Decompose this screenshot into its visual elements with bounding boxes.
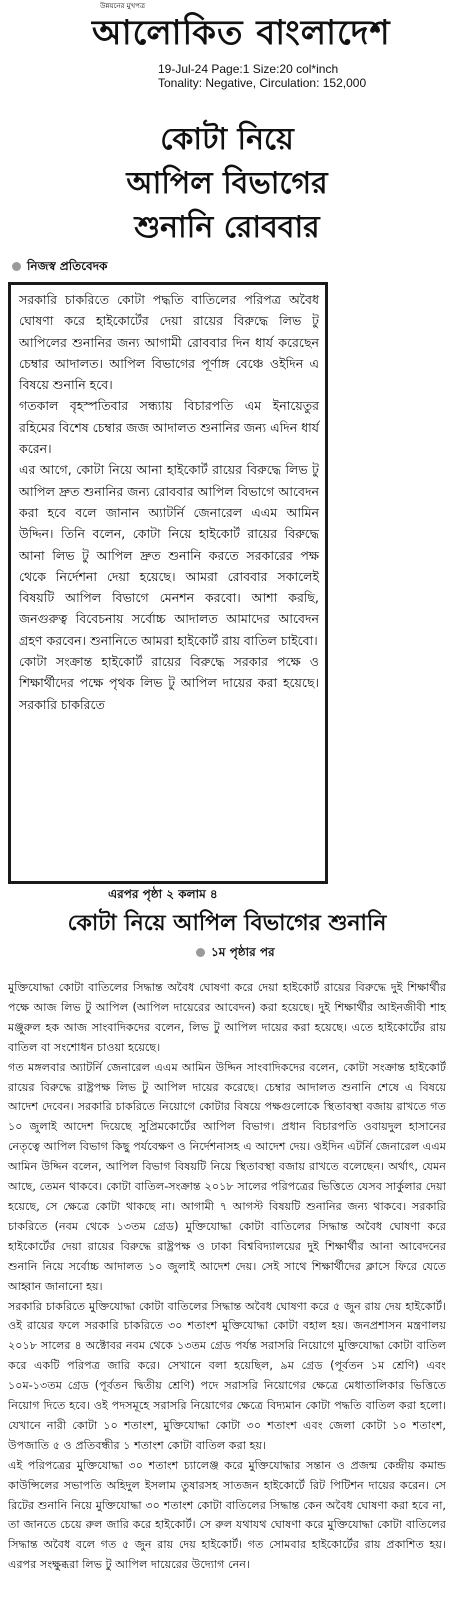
headline-line: শুনানি রোববার [134, 210, 320, 245]
article-headline [0, 118, 454, 250]
article-paragraph: গতকাল বৃহস্পতিবার সন্ধ্যায় বিচারপতি এম ইনায়েতুর রহিমের বিশেষ চেম্বার জজ আদালত শুনানির জন্য এদিন ধার্য করেন। [19, 398, 319, 457]
article-body-box [8, 282, 328, 884]
continuation-paragraph: গত মঙ্গলবার অ্যাটর্নি জেনারেল এএম আমিন উদ্দিন সাংবাদিকদের বলেন, কোটা সংক্রান্ত হাইকোর্ট রায়ের বিরুদ্ধে রাষ্ট্রপক্ষ লিভ টু আপিল দায়ের করেছে। চেম্বার আদালত শুনানি শেষে এ বিষয়ে আদেশ দেবেন। সরকারি চাকরিতে নিয়োগে কোটার বিষয়ে পক্ষগুলোকে স্থিতাবস্থা বজায় রাখতে গত ১০ জুলাই আদেশ দিয়েছে সুপ্রিমকোর্টের আপিল বিভাগ। প্রধান বিচারপতি ওবায়দুল হাসানের নেতৃত্বে আপিল বিভাগ কিছু পর্যবেক্ষণ ও নির্দেশনাসহ এ আদেশ দেয়। ওইদিন এটর্নি জেনারেল এএম আমিন উদ্দিন বলেন, আপিল বিভাগ বিষয়টি নিয়ে স্থিতাবস্থা বজায় রাখতে বলেছেন। অর্থাৎ, যেমন আছে, তেমন থাকবে। কোটা বাতিল-সংক্রান্ত ২০১৮ সালের পরিপত্রের ভিত্তিতে যেসব সার্কুলার দেয়া হয়েছে, সে ক্ষেত্রে কোটা থাকছে না। আগামী ৭ আগস্ট বিষয়টি শুনানির জন্য থাকবে। সরকারি চাকরিতে (নবম থেকে ১৩তম গ্রেড) মুক্তিযোদ্ধা কোটা বাতিলের সিদ্ধান্ত অবৈধ ঘোষণা করে হাইকোর্টের দেয়া রায়ের বিরুদ্ধে রাষ্ট্রপক্ষ ও ঢাকা বিশ্ববিদ্যালয়ের দুই শিক্ষার্থীর আনা আবেদনের শুনানি নিয়ে সর্বোচ্চ আদালত ১০ জুলাই আদেশ দেয়। সেই সাথে শিক্ষার্থীদের ক্লাসে ফিরে যেতে আহ্বান জানানো হয়। [8, 1060, 446, 1293]
article-paragraph: কোটা সংক্রান্ত হাইকোর্ট রায়ের বিরুদ্ধে সরকার পক্ষে ও শিক্ষার্থীদের পক্ষে পৃথক লিভ টু আপিল দায়ের করা হয়েছে। সরকারি চাকরিতে [19, 654, 319, 712]
continuation-paragraph: সরকারি চাকরিতে মুক্তিযোদ্ধা কোটা বাতিলের সিদ্ধান্ত অবৈধ ঘোষণা করে ৫ জুন রায় দেয় হাইকোর্ট। ওই রায়ের ফলে সরকারি চাকরিতে ৩০ শতাংশ মুক্তিযোদ্ধা কোটা বহাল হয়। জনপ্রশাসন মন্ত্রণালয় ২০১৮ সালের ৪ অক্টোবর নবম থেকে ১৩তম গ্রেড পর্যন্ত সরাসরি নিয়োগে মুক্তিযোদ্ধা কোটা বাতিল করে একটি পরিপত্র জারি করে। সেখানে বলা হয়েছিল, ৯ম গ্রেড (পূর্বতন ১ম শ্রেণি) এবং ১০ম-১৩তম গ্রেড (পূর্বতন দ্বিতীয় শ্রেণি) পদে সরাসরি নিয়োগের ক্ষেত্রে মেধাতালিকার ভিত্তিতে নিয়োগ দিতে হবে। ওই পদসমূহে সরাসরি নিয়োগের ক্ষেত্রে বিদ্যমান কোটা পদ্ধতি বাতিল করা হলো। যেখানে নারী কোটা ১০ শতাংশ, মুক্তিযোদ্ধা কোটা ৩০ শতাংশ এবং জেলা কোটা ১০ শতাংশ, উপজাতি ৫ ও প্রতিবন্ধীর ১ শতাংশ কোটা বাতিল করা হয়। [8, 1299, 446, 1452]
article-paragraph: সরকারি চাকরিতে কোটা পদ্ধতি বাতিলের পরিপত্র অবৈধ ঘোষণা করে হাইকোর্টের দেয়া রায়ের বিরুদ্ধে লিভ টু আপিলের শুনানির জন্য আগামী রোববার দিন ধার্য করেছেন চেম্বার আদালত। আপিল বিভাগের পূর্ণাঙ্গ বেঞ্চে ওইদিন এ বিষয়ে শুনানি হবে। [19, 292, 319, 393]
reporter-name: নিজস্ব প্রতিবেদক [27, 259, 108, 273]
article-body [19, 289, 319, 715]
bullet-dot-icon [12, 262, 21, 271]
continuation-headline: কোটা নিয়ে আপিল বিভাগের শুনানি [67, 911, 387, 936]
continued-from-note [196, 944, 275, 960]
continuation-paragraph: মুক্তিযোদ্ধা কোটা বাতিলের সিদ্ধান্ত অবৈধ ঘোষণা করে দেয়া হাইকোর্ট রায়ের বিরুদ্ধে দুই শিক্ষার্থীর পক্ষে আজ লিভ টু আপিল (আপিল দায়েরের আবেদন) করা হয়েছে। দুই শিক্ষার্থীর আইনজীবী শাহ মঞ্জুরুল হক আজ সাংবাদিকদের বলেন, লিভ টু আপিল দায়ের করা হয়েছে। এতে হাইকোর্টের রায় বাতিল বা সংশোধন চাওয়া হয়েছে। [8, 981, 446, 1054]
continuation-body [8, 978, 446, 1575]
clipping-tonality-circulation: Tonality: Negative, Circulation: 152,000 [158, 76, 367, 90]
newspaper-logo: আলোকিত বাংলাদেশ [92, 13, 391, 53]
headline-line: আপিল বিভাগের [126, 166, 328, 201]
reporter-byline [12, 258, 432, 274]
continuation-paragraph: এই পরিপত্রের মুক্তিযোদ্ধা ৩০ শতাংশ চ্যালেঞ্জ করে মুক্তিযোদ্ধার সন্তান ও প্রজন্ম কেন্দ্রীয় কমান্ড কাউন্সিলের সভাপতি অহিদুল ইসলাম তুষারসহ সাতজন হাইকোর্টে রিট পিটিশন দায়ের করেন। সে রিটের শুনানি নিয়ে মুক্তিযোদ্ধা ৩০ শতাংশ কোটা বাতিলের সিদ্ধান্ত কেন অবৈধ ঘোষণা করা হবে না, তা জানতে চেয়ে রুল জারি করে হাইকোর্ট। সে রুল যথাযথ ঘোষণা করে মুক্তিযোদ্ধা কোটা বাতিলের সিদ্ধান্ত অবৈধ বলে গত ৫ জুন রায় দেয় হাইকোর্ট। গত সোমবার হাইকোর্টের রায় প্রকাশিত হয়। এরপর সংক্ষুব্ধরা লিভ টু আপিল দায়েরের উদ্যোগ নেন। [8, 1458, 446, 1572]
continued-on-note: এরপর পৃষ্ঠা ২ কলাম ৪ [108, 887, 218, 901]
bullet-dot-icon [196, 948, 205, 957]
headline-line: কোটা নিয়ে [160, 122, 294, 157]
masthead-tagline: উন্নয়নের মুখপত্র [100, 2, 146, 10]
clipping-date-page-size: 19-Jul-24 Page:1 Size:20 col*inch [158, 62, 339, 76]
masthead [0, 2, 454, 60]
continued-from-label: ১ম পৃষ্ঠার পর [211, 945, 275, 959]
article-paragraph: এর আগে, কোটা নিয়ে আনা হাইকোর্ট রায়ের বিরুদ্ধে লিভ টু আপিল দ্রুত শুনানির জন্য রোববার আপিল বিভাগে আবেদন করা হবে বলে জানান অ্যাটর্নি জেনারেল এএম আমিন উদ্দিন। তিনি বলেন, কোটা নিয়ে হাইকোর্ট রায়ের বিরুদ্ধে আনা লিভ টু আপিল দ্রুত শুনানি করতে সরকারের পক্ষ থেকে নির্দেশনা দেয়া হয়েছে। আমরা রোববার সকালেই বিষয়টি আপিল বিভাগে মেনশন করবো। আশা করছি, জনগুরুত্ব বিবেচনায় সর্বোচ্চ আদালত আমাদের আবেদন গ্রহণ করবেন। শুনানিতে আমরা হাইকোর্ট রায় বাতিল চাইবো। [19, 462, 319, 648]
